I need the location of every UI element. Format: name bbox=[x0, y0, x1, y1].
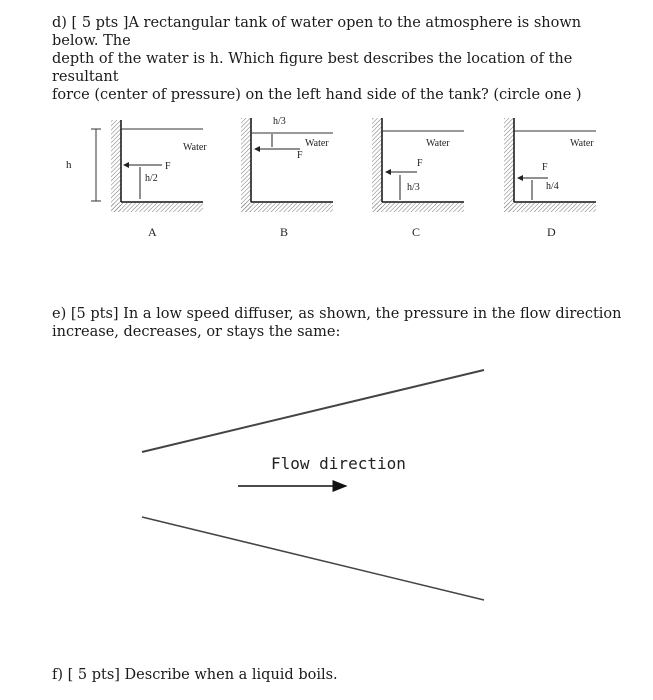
question-e-line-2: increase, decreases, or stays the same: bbox=[52, 324, 341, 340]
question-e-line-1: e) [5 pts] In a low speed diffuser, as shown, the pressure in the flow direction bbox=[52, 306, 622, 322]
option-letter-b: B bbox=[280, 225, 289, 239]
dimension-label: h/2 bbox=[145, 173, 158, 184]
tank-floor-hatching bbox=[372, 203, 464, 212]
tank-wall-hatching bbox=[241, 118, 251, 212]
question-f bbox=[52, 666, 632, 684]
option-letter-c: C bbox=[412, 225, 421, 239]
force-label: F bbox=[297, 150, 303, 161]
dimension-label: h/3 bbox=[273, 116, 286, 127]
diffuser-lower-wall bbox=[142, 517, 484, 600]
tank-wall-hatching bbox=[372, 118, 382, 212]
water-label: Water bbox=[426, 138, 450, 149]
figure-b bbox=[241, 116, 333, 239]
water-label: Water bbox=[570, 138, 594, 149]
question-e bbox=[52, 305, 632, 341]
diffuser-diagram bbox=[0, 360, 653, 620]
depth-label-h: h bbox=[66, 159, 72, 171]
flow-direction-label: Flow direction bbox=[271, 454, 406, 473]
question-d bbox=[52, 14, 632, 104]
option-letter-d: D bbox=[547, 225, 556, 239]
water-label: Water bbox=[305, 138, 329, 149]
question-f-text: f) [ 5 pts] Describe when a liquid boils. bbox=[52, 667, 338, 683]
force-label: F bbox=[417, 158, 423, 169]
tank-wall-hatching bbox=[111, 120, 121, 212]
force-label: F bbox=[165, 161, 171, 172]
dimension-label: h/4 bbox=[546, 181, 559, 192]
question-d-line-1: d) [ 5 pts ]A rectangular tank of water open to the atmosphere is shown below. The bbox=[52, 15, 582, 49]
tank-floor-hatching bbox=[241, 203, 333, 212]
question-d-line-2: depth of the water is h. Which figure best describes the location of the resultant bbox=[52, 51, 573, 85]
tank-floor-hatching bbox=[504, 203, 596, 212]
question-d-line-3: force (center of pressure) on the left hand side of the tank? (circle one ) bbox=[52, 87, 582, 103]
force-label: F bbox=[542, 162, 548, 173]
diffuser-upper-wall bbox=[142, 370, 484, 452]
figure-c bbox=[372, 118, 464, 239]
option-letter-a: A bbox=[148, 225, 157, 239]
dimension-label: h/3 bbox=[407, 182, 420, 193]
figure-a bbox=[91, 120, 207, 239]
figure-d bbox=[504, 118, 596, 239]
tank-wall-hatching bbox=[504, 118, 514, 212]
water-label: Water bbox=[183, 142, 207, 153]
tank-floor-hatching bbox=[111, 203, 203, 212]
